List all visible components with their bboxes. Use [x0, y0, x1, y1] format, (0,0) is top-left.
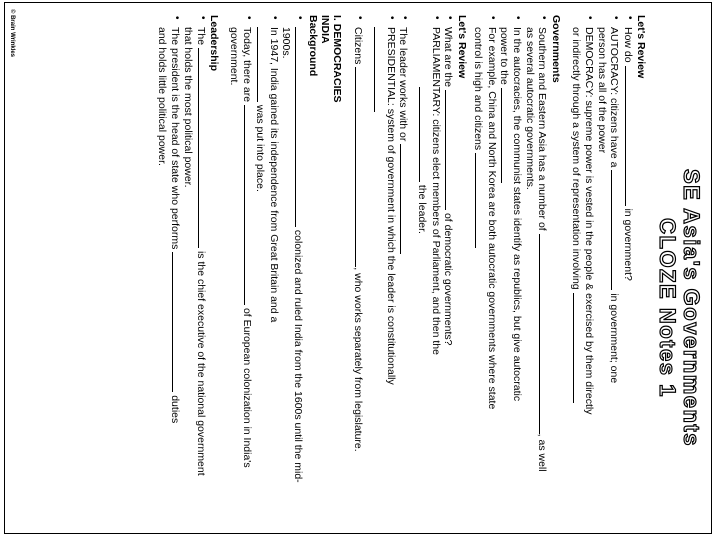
blank-field[interactable]	[355, 67, 365, 267]
governments-section	[472, 15, 562, 523]
list-item: • What are the of democratic governments?	[442, 15, 455, 523]
list-item: • DEMOCRACY: supreme power is vested in the people & exercised by them directly or indirectly through a system of representation involving	[570, 15, 596, 523]
page-title: SE Asia's Governments	[679, 168, 704, 447]
list-item: • Southern and Eastern Asia has a number of , as well as several autocratic governments.	[523, 15, 549, 523]
blank-field[interactable]	[400, 144, 410, 254]
list-item: • How do in government?	[621, 15, 634, 523]
list-item: • AUTOCRACY: citizens have a in government; one person has all of the power	[595, 15, 621, 523]
section-heading: Let's Review	[455, 15, 468, 79]
copyright-notice: © Brain Wrinkles	[9, 9, 15, 57]
blank-field[interactable]	[445, 90, 455, 210]
india-section	[228, 15, 343, 523]
list-item: • The is the chief executive of the national government that holds the most political power.	[182, 15, 208, 523]
section-heading: I. DEMOCRACIES	[331, 15, 344, 103]
list-item: • Citizens , who works separately from legislature.	[351, 15, 364, 523]
list-item: • In 1947, India gained its independence from Great Britain and a was put into place.	[254, 15, 280, 523]
blank-field[interactable]	[198, 48, 208, 248]
list-item: • Today, there are of European colonization in India's government.	[228, 15, 254, 523]
blank-field[interactable]	[420, 87, 430, 182]
section-heading: Governments	[549, 15, 562, 83]
list-item: • PARLIAMENTARY: citizens elect members of Parliament, and then the the leader.	[416, 15, 442, 523]
list-item: • In the autocracies, the communist states identify as republics, but give autocratic power to the	[498, 15, 524, 523]
blank-field[interactable]	[625, 66, 635, 206]
worksheet-page	[7, 3, 711, 533]
blank-field[interactable]	[573, 293, 583, 403]
list-item: • colonized and ruled India from the 1600s until the mid- 1900s.	[280, 15, 306, 523]
list-item: • The leader works with or	[397, 15, 410, 523]
blank-field[interactable]	[475, 153, 485, 248]
review-section-1	[570, 15, 647, 523]
blank-field[interactable]	[295, 27, 305, 227]
list-item: • PRESIDENTIAL: system of government in which the leader is constitutionally	[371, 15, 397, 523]
section-heading: INDIA	[319, 15, 332, 44]
blank-field[interactable]	[244, 105, 254, 305]
blank-field[interactable]	[257, 27, 267, 102]
blank-field[interactable]	[539, 234, 549, 434]
list-item: • For example, China and North Korea are both autocratic governments where state control is high and citizens	[472, 15, 498, 523]
blank-field[interactable]	[172, 252, 182, 392]
section-heading: Leadership	[208, 15, 221, 72]
blank-field[interactable]	[611, 170, 621, 290]
section-heading: Let's Review	[635, 15, 647, 79]
blank-field[interactable]	[374, 27, 384, 112]
review-section-2	[351, 15, 467, 523]
blank-field[interactable]	[501, 88, 511, 183]
page-subtitle: CLOZE Notes 1	[655, 218, 680, 398]
notes-content	[156, 15, 651, 523]
page-frame	[4, 2, 712, 534]
list-item: • The president is the head of state who performs duties and holds little political power.	[156, 15, 182, 523]
leadership-section	[156, 15, 220, 523]
title-block	[655, 93, 703, 523]
section-heading: Background	[307, 15, 320, 77]
